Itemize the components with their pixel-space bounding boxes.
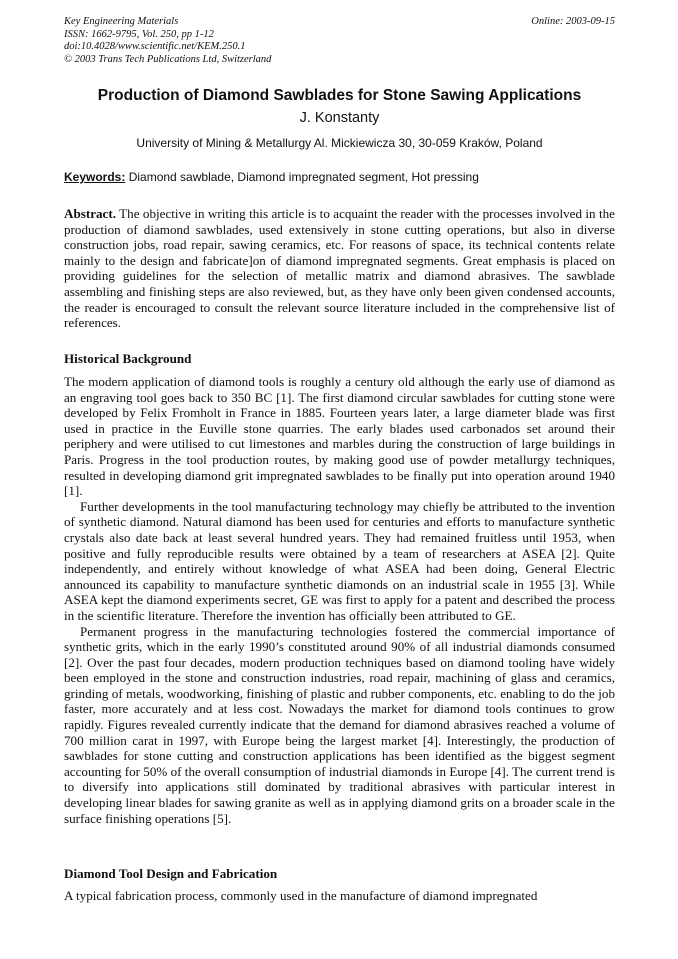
doi-line: doi:10.4028/www.scientific.net/KEM.250.1: [64, 41, 246, 52]
paragraph: The modern application of diamond tools is roughly a century old although the early use of diamond as an engraving tool goes back to 350 BC [1]. The first diamond circular sawblades for cutting stone were developed by Felix Fromholt in France in 1885. Fourteen years later, a large diameter blade was first used in practice in the Euville stone quarries. The early blades used carbonados set around their periphery and were utilised to cut limestones and marbles during the construction of large buildings in Paris. Progress in the tool production routes, by making good use of powder metallurgy techniques, resulted in developing diamond grit impregnated sawblades to be finally put into operation around 1940 [1].: [64, 374, 615, 499]
author-affiliation: University of Mining & Metallurgy Al. Mickiewicza 30, 30-059 Kraków, Poland: [136, 136, 543, 150]
paragraph: Permanent progress in the manufacturing technologies fostered the commercial importance of synthetic grits, which in the early 1990’s constituted around 90% of all industrial diamonds consumed [2]. Over the past four decades, modern production techniques based on diamond tooling have widely been employed in the stone and construction industries, road repair, machining of glass and ceramics, grinding of metals, woodworking, finishing of plastic and rubber components, etc. enabling to do the job faster, more accurately and at less cost. Nowadays the market for diamond tools continues to grow rapidly. Figures revealed currently indicate that the demand for diamond abrasives reached a volume of 700 million carat in 1997, with Europe being the largest market [4]. Interestingly, the production of sawblades for stone cutting and construction applications has been identified as the biggest segment accounting for 50% of the overall consumption of industrial diamonds in Europe [4]. The current trend is to diversify into applications still dominated by traditional abrasives with particular interest in developing linear blades for sawing granite as well as in applying diamond grits on a broader scale in the surface finishing operations [5].: [64, 623, 615, 826]
author-name: J. Konstanty: [299, 110, 380, 126]
journal-header: [64, 16, 615, 66]
abstract-text: The objective in writing this article is to acquaint the reader with the processes involved in the production of diamond sawblades, used extensively in stone cutting operations, but also in diverse construction jobs, road repair, sawing ceramics, etc. For reasons of space, its technical contents relate mainly to the design and fabricate]on of diamond impregnated segments. Great emphasis is placed on providing guidelines for the selection of metallic matrix and diamond abrasives. The sawblade assembling and finishing steps are also reviewed, but, as they have only been given condensed accounts, the reader is encouraged to consult the relevant source literature included in the comprehensive list of references.: [64, 206, 615, 331]
paragraph: A typical fabrication process, commonly used in the manufacture of diamond impregnated: [64, 888, 538, 903]
journal-name: Key Engineering Materials: [64, 16, 179, 27]
section-heading-historical-background: Historical Background: [64, 351, 192, 366]
online-date: Online: 2003-09-15: [531, 16, 615, 27]
abstract-label: Abstract.: [64, 206, 116, 221]
issn-line: ISSN: 1662-9795, Vol. 250, pp 1-12: [64, 28, 214, 40]
abstract-paragraph: [64, 206, 615, 331]
keywords-text: Diamond sawblade, Diamond impregnated segment, Hot pressing: [125, 170, 479, 184]
paper-title: Production of Diamond Sawblades for Stone Sawing Applications: [97, 87, 582, 104]
section-heading-tool-design: Diamond Tool Design and Fabrication: [64, 866, 278, 881]
paragraph: Further developments in the tool manufacturing technology may chiefly be attributed to the invention of synthetic diamond. Natural diamond has been used for centuries and efforts to manufacture synthetic crystals also date back at least several hundred years. They had remained fruitless until 1953, when positive and fully reproducible results were obtained by a team of researchers at ASEA [2]. Quite independently, and entirely without knowledge of what ASEA had been doing, General Electric announced its capability to manufacture synthetic diamonds on an industrial scale in 1955 [3]. While ASEA kept the diamond experiments secret, GE was first to apply for a patent and described the process in the scientific literature. Therefore the invention has officially been attributed to GE.: [64, 498, 615, 623]
section-body-historical-background: [64, 374, 615, 826]
keywords-label: Keywords:: [64, 170, 126, 184]
keywords-line: [64, 170, 615, 185]
section-body-tool-design: [64, 888, 615, 904]
copyright-line: © 2003 Trans Tech Publications Ltd, Switzerland: [64, 53, 272, 65]
